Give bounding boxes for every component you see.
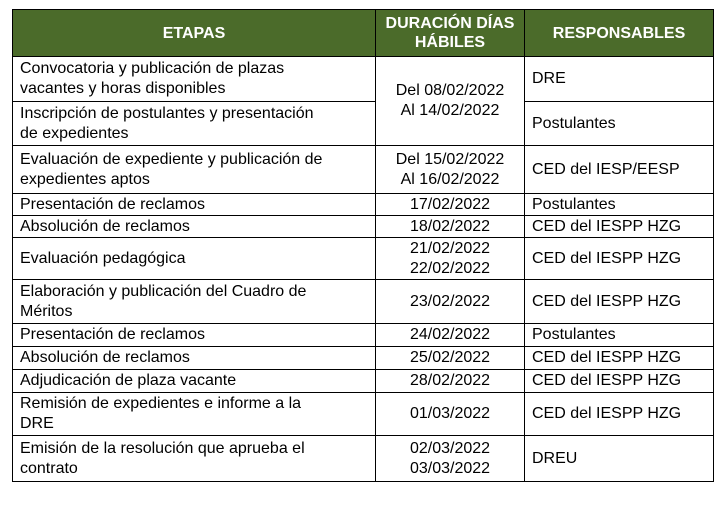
table-row — [13, 280, 714, 324]
responsable-cell: Postulantes — [525, 102, 714, 146]
responsable-cell: CED del IESPP HZG — [525, 370, 714, 393]
fecha-cell — [376, 146, 525, 194]
table-row — [13, 324, 714, 347]
responsable-cell: CED del IESPP HZG — [525, 238, 714, 280]
fecha-cell: 18/02/2022 — [376, 216, 525, 238]
table-row — [13, 146, 714, 194]
table-row — [13, 216, 714, 238]
fecha-line: 21/02/2022 — [409, 239, 491, 257]
etapa-cell — [13, 436, 376, 482]
etapa-cell: Absolución de reclamos — [13, 216, 376, 238]
fecha-cell — [376, 238, 525, 280]
fecha-cell: 01/03/2022 — [376, 393, 525, 436]
table-body — [13, 57, 714, 482]
etapa-cell: Adjudicación de plaza vacante — [13, 370, 376, 393]
responsable-cell: CED del IESPP HZG — [525, 216, 714, 238]
header-duracion-line2: HÁBILES — [414, 34, 486, 51]
etapa-line: expedientes aptos — [20, 170, 150, 188]
fecha-line: Al 16/02/2022 — [400, 170, 500, 188]
etapa-cell — [13, 280, 376, 324]
table-row — [13, 370, 714, 393]
header-etapas: ETAPAS — [13, 10, 376, 57]
fecha-line: 22/02/2022 — [409, 259, 491, 277]
responsable-cell: CED del IESP/EESP — [525, 146, 714, 194]
fecha-line: Del 08/02/2022 — [395, 82, 505, 99]
etapa-cell — [13, 393, 376, 436]
table-row — [13, 102, 714, 146]
etapa-line: de expedientes — [20, 124, 129, 142]
fecha-line: Al 14/02/2022 — [400, 102, 500, 119]
responsable-cell: DREU — [525, 436, 714, 482]
etapa-line: Remisión de expedientes e informe a la — [20, 395, 302, 412]
etapa-cell: Presentación de reclamos — [13, 324, 376, 347]
responsable-cell: Postulantes — [525, 194, 714, 216]
fecha-cell: 28/02/2022 — [376, 370, 525, 393]
fecha-cell: 24/02/2022 — [376, 324, 525, 347]
fecha-line: 02/03/2022 — [409, 439, 491, 457]
fecha-line: Del 15/02/2022 — [395, 150, 505, 168]
table-header — [13, 10, 714, 57]
etapa-cell — [13, 57, 376, 102]
schedule-table — [12, 9, 714, 482]
etapa-line: Emisión de la resolución que aprueba el — [20, 439, 305, 457]
header-responsables: RESPONSABLES — [525, 10, 714, 57]
etapa-line: Convocatoria y publicación de plazas — [20, 60, 285, 77]
fecha-cell: 23/02/2022 — [376, 280, 525, 324]
table-row — [13, 238, 714, 280]
fecha-cell — [376, 57, 525, 146]
etapa-line: contrato — [20, 459, 78, 477]
header-duracion — [376, 10, 525, 57]
etapa-line: Evaluación de expediente y publicación de — [20, 150, 323, 168]
table-row — [13, 436, 714, 482]
etapa-cell — [13, 102, 376, 146]
fecha-cell — [376, 436, 525, 482]
etapa-line: vacantes y horas disponibles — [20, 80, 226, 97]
table-row — [13, 393, 714, 436]
etapa-cell: Absolución de reclamos — [13, 347, 376, 370]
etapa-line: Méritos — [20, 302, 73, 320]
header-duracion-line1: DURACIÓN DÍAS — [385, 15, 515, 32]
table-row — [13, 57, 714, 102]
etapa-line: Elaboración y publicación del Cuadro de — [20, 282, 307, 300]
table-row — [13, 347, 714, 370]
responsable-cell: CED del IESPP HZG — [525, 393, 714, 436]
etapa-line: DRE — [20, 415, 54, 432]
etapa-cell — [13, 146, 376, 194]
etapa-line: Inscripción de postulantes y presentación — [20, 104, 314, 122]
etapa-cell: Evaluación pedagógica — [13, 238, 376, 280]
fecha-cell: 25/02/2022 — [376, 347, 525, 370]
responsable-cell: DRE — [525, 57, 714, 102]
fecha-line: 03/03/2022 — [409, 459, 491, 477]
responsable-cell: CED del IESPP HZG — [525, 347, 714, 370]
table-row — [13, 194, 714, 216]
header-row — [13, 10, 714, 57]
responsable-cell: CED del IESPP HZG — [525, 280, 714, 324]
responsable-cell: Postulantes — [525, 324, 714, 347]
fecha-cell: 17/02/2022 — [376, 194, 525, 216]
etapa-cell: Presentación de reclamos — [13, 194, 376, 216]
